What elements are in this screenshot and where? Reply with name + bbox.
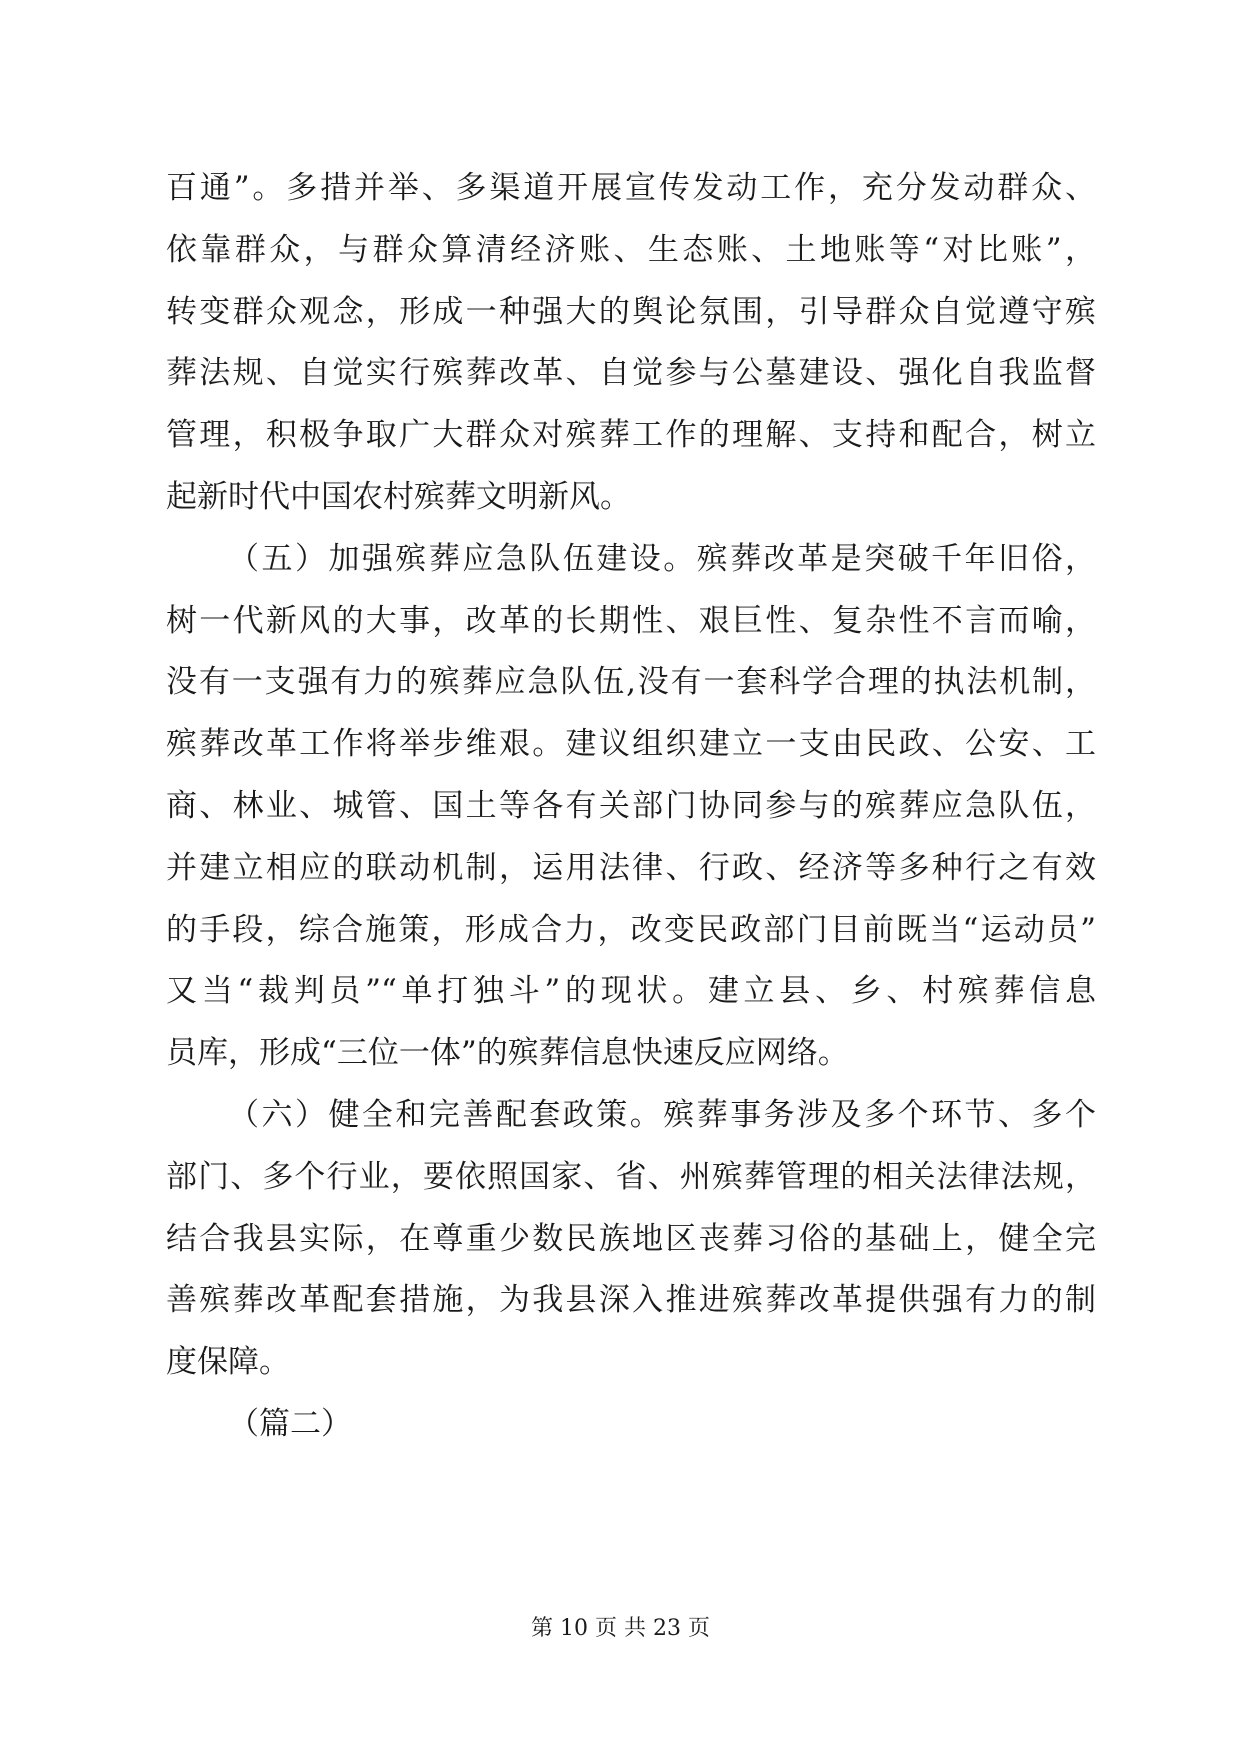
page-footer: 第 10 页 共 23 页	[531, 1616, 710, 1641]
text-line: 起新时代中国农村殡葬文明新风。	[166, 478, 631, 515]
text-line: 转变群众观念，形成一种强大的舆论氛围，引导群众自觉遵守殡	[166, 293, 1096, 330]
text-line: 百通”。多措并举、多渠道开展宣传发动工作，充分发动群众、	[166, 170, 1096, 206]
text-line: 善殡葬改革配套措施，为我县深入推进殡葬改革提供强有力的制	[166, 1282, 1096, 1319]
text-line: 员库，形成“三位一体”的殡葬信息快速反应网络。	[166, 1035, 849, 1072]
text-line: 部门、多个行业，要依照国家、省、州殡葬管理的相关法律法规，	[166, 1158, 1096, 1195]
text-line: （六）健全和完善配套政策。殡葬事务涉及多个环节、多个	[228, 1096, 1096, 1133]
text-line: （五）加强殡葬应急队伍建设。殡葬改革是突破千年旧俗，	[228, 540, 1096, 577]
text-line: 并建立相应的联动机制，运用法律、行政、经济等多种行之有效	[166, 849, 1096, 886]
text-line: 树一代新风的大事，改革的长期性、艰巨性、复杂性不言而喻，	[166, 602, 1096, 639]
text-line: 没有一支强有力的殡葬应急队伍,没有一套科学合理的执法机制，	[166, 664, 1096, 701]
text-line: 商、林业、城管、国土等各有关部门协同参与的殡葬应急队伍，	[166, 787, 1096, 824]
text-line: 结合我县实际，在尊重少数民族地区丧葬习俗的基础上，健全完	[166, 1220, 1096, 1257]
text-line: 又当“裁判员”“单打独斗”的现状。建立县、乡、村殡葬信息	[166, 973, 1096, 1010]
text-line: 依靠群众，与群众算清经济账、生态账、土地账等“对比账”，	[166, 231, 1096, 268]
text-line: 葬法规、自觉实行殡葬改革、自觉参与公墓建设、强化自我监督	[166, 355, 1096, 392]
body-text	[166, 158, 1096, 1456]
text-line: 殡葬改革工作将举步维艰。建议组织建立一支由民政、公安、工	[166, 726, 1096, 763]
text-line: 管理，积极争取广大群众对殡葬工作的理解、支持和配合，树立	[166, 417, 1096, 454]
text-line: 的手段，综合施策，形成合力，改变民政部门目前既当“运动员”	[166, 911, 1096, 948]
text-line: 度保障。	[166, 1344, 290, 1381]
section-heading: （篇二）	[228, 1405, 352, 1442]
